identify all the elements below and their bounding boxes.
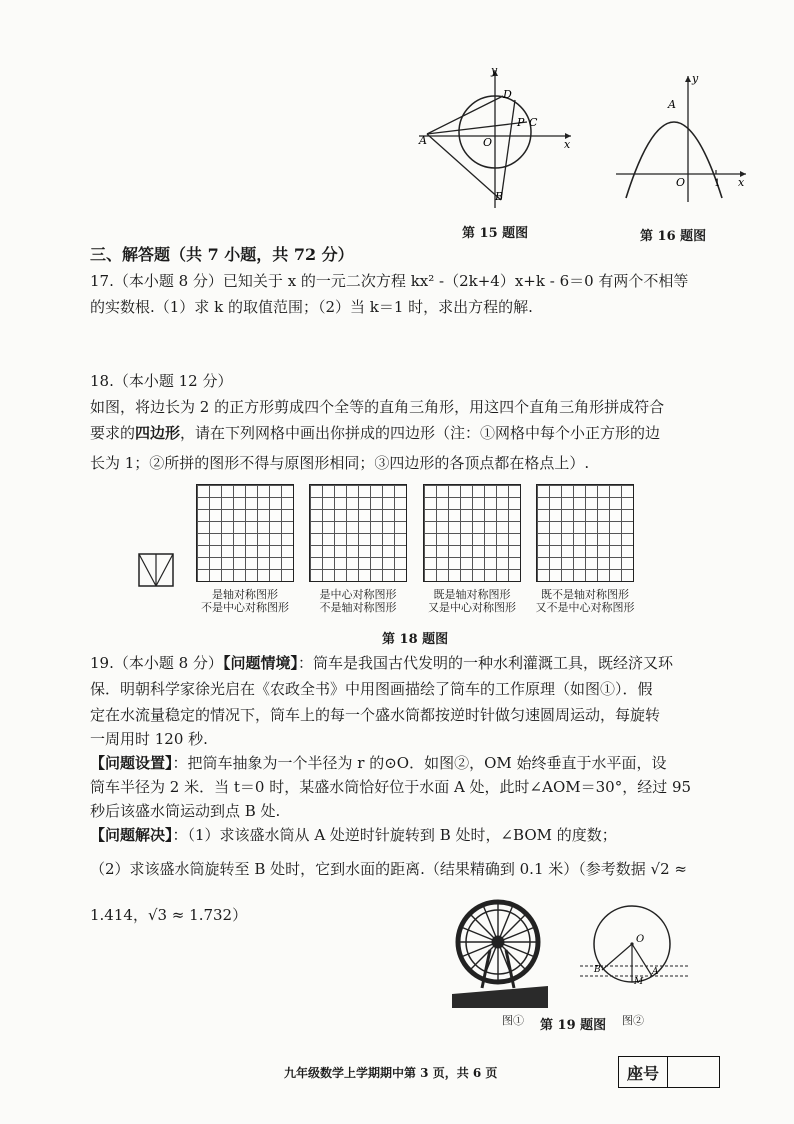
q18-grid-3-label: 既是轴对称图形 又是中心对称图形 — [428, 588, 516, 614]
q18-caption: 第 18 题图 — [382, 632, 449, 647]
fig15-label-x: x — [564, 138, 571, 151]
q18-grid-2-label: 是中心对称图形 不是轴对称图形 — [319, 588, 397, 614]
q19-line10: 1.414，√3 ≈ 1.732） — [90, 906, 248, 924]
seat-number-label: 座号 — [619, 1057, 668, 1087]
q18-line2-bold: 四边形 — [135, 424, 181, 442]
fig16-parabola — [626, 122, 722, 198]
q19-line2: 保．明朝科学家徐光启在《农政全书》中用图画描绘了筒车的工作原理（如图①）．假 — [90, 680, 653, 698]
q17-line1: 17.（本小题 8 分）已知关于 x 的一元二次方程 kx² -（2k+4）x+k - 6＝0 有两个不相等 — [90, 272, 689, 290]
fig16-label-x: x — [738, 176, 745, 189]
fig2-label-B: B — [594, 965, 601, 975]
q19-line6: 筒车半径为 2 米．当 t＝0 时，某盛水筒恰好位于水面 A 处，此时∠AOM＝30°，经过 95 — [90, 778, 692, 796]
figure-16 — [612, 70, 752, 205]
fig15-caption: 第 15 题图 — [462, 226, 529, 241]
q19-line5 — [90, 752, 667, 774]
fig15-label-O: O — [483, 136, 493, 149]
q18-grid-2[interactable] — [309, 484, 407, 582]
fig15-label-C: C — [529, 116, 538, 129]
q19-line8-post: ：（1）求该盛水筒从 A 处逆时针旋转到 B 处时，∠BOM 的度数； — [172, 826, 617, 844]
q19-line1-pre: 19.（本小题 8 分） — [90, 654, 223, 672]
q19-line9: （2）求该盛水筒旋转至 B 处时，它到水面的距离.（结果精确到 0.1 米）（参考数据 √2 ≈ — [90, 860, 687, 878]
fig16-label-y: y — [692, 72, 699, 85]
q18-line2-post: ，请在下列网格中画出你拼成的四边形（注：①网格中每个小正方形的边 — [180, 424, 661, 442]
section-3-title: 三、解答题（共 7 小题，共 72 分） — [90, 245, 354, 264]
fig2-label-A: A — [652, 967, 659, 977]
q19-line5-bold: 【问题设置】 — [90, 754, 173, 772]
q19-line1-bold: 【问题情境】 — [222, 654, 298, 672]
page-footer: 九年级数学上学期期中第 3 页，共 6 页 — [284, 1066, 498, 1080]
fig16-caption: 第 16 题图 — [640, 229, 707, 244]
q19-fig1-label: 图① — [502, 1014, 524, 1027]
fig2-label-M: M — [634, 977, 644, 987]
q18-grid-1[interactable] — [196, 484, 294, 582]
q18-grid-3[interactable] — [423, 484, 521, 582]
q19-line8 — [90, 824, 617, 846]
q18-line1: 如图，将边长为 2 的正方形剪成四个全等的直角三角形，用这四个直角三角形拼成符合 — [90, 398, 665, 416]
fig16-label-O: O — [676, 176, 686, 189]
q17-line2: 的实数根.（1）求 k 的取值范围；（2）当 k＝1 时，求出方程的解. — [90, 298, 533, 316]
fig2-label-O: O — [636, 934, 645, 945]
fig15-label-D: D — [503, 88, 512, 101]
q19-fig1-water-wheel — [452, 896, 548, 1008]
q18-grid-4-label: 既不是轴对称图形 又不是中心对称图形 — [535, 588, 635, 614]
q19-line1-post: ：筒车是我国古代发明的一种水利灌溉工具，既经济又环 — [297, 654, 673, 672]
q18-line2 — [90, 422, 660, 444]
q19-line1 — [90, 652, 673, 674]
fig16-label-one: 1 — [714, 178, 721, 189]
q19-fig2-diagram — [580, 904, 690, 1010]
q18-original-square — [138, 553, 178, 587]
q19-line5-post: ：把筒车抽象为一个半径为 r 的⊙O．如图②，OM 始终垂直于水平面，设 — [172, 754, 667, 772]
q19-line7: 秒后该盛水筒运动到点 B 处. — [90, 802, 281, 820]
q18-header: 18.（本小题 12 分） — [90, 372, 233, 390]
q19-line8-bold: 【问题解决】 — [90, 826, 173, 844]
q19-fig2-label: 图② — [622, 1014, 644, 1027]
figure-15 — [415, 62, 575, 212]
fig15-label-P: P — [517, 116, 525, 129]
q18-grid-1-label: 是轴对称图形 不是中心对称图形 — [201, 588, 289, 614]
q18-line2-pre: 要求的 — [90, 424, 136, 442]
fig16-label-A: A — [668, 98, 676, 111]
fig15-label-y: y — [491, 64, 498, 77]
q19-line4: 一周用时 120 秒. — [90, 730, 208, 748]
seat-number-box[interactable] — [618, 1056, 720, 1088]
q18-grid-4[interactable] — [536, 484, 634, 582]
q19-caption: 第 19 题图 — [540, 1018, 607, 1033]
q18-line3: 长为 1；②所拼的图形不得与原图形相同；③四边形的各顶点都在格点上）. — [90, 454, 590, 472]
q19-line3: 定在水流量稳定的情况下，筒车上的每一个盛水筒都按逆时针做匀速圆周运动，每旋转 — [90, 706, 661, 724]
fig15-label-A: A — [419, 134, 427, 147]
fig15-label-B: B — [495, 190, 504, 203]
